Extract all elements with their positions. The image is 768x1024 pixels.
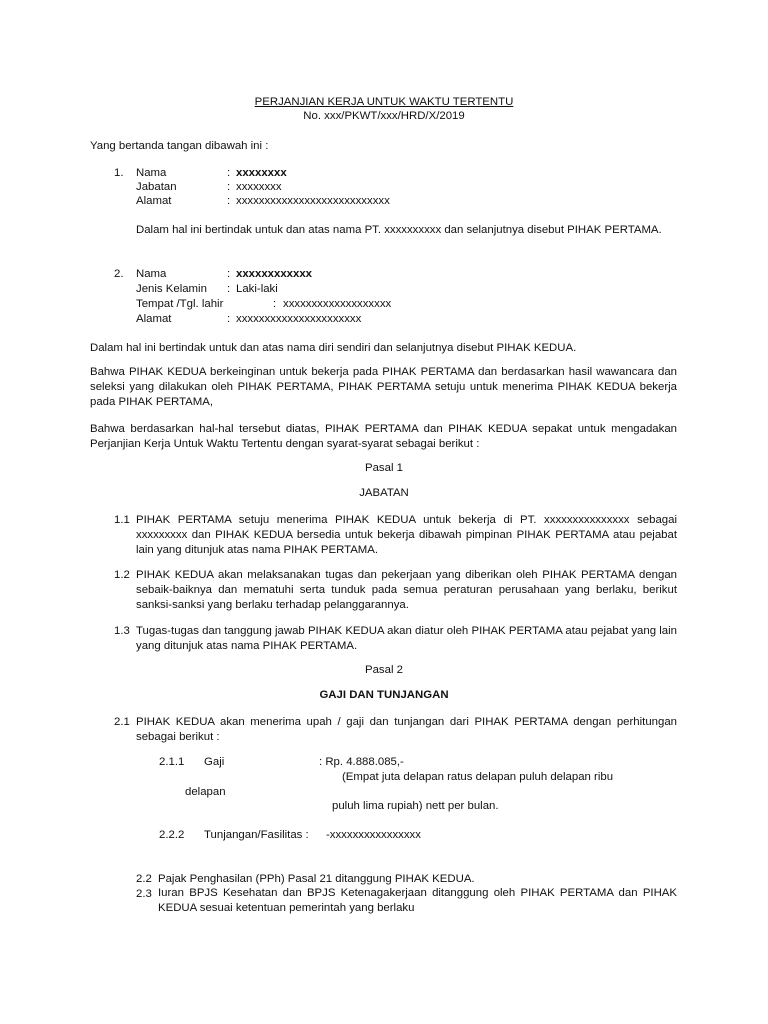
clause-number: 1.1 (114, 514, 130, 526)
document-number: No. xxx/PKWT/xxx/HRD/X/2019 (303, 110, 465, 122)
party2-birth-value: xxxxxxxxxxxxxxxxxxx (283, 298, 392, 310)
pasal1-heading: Pasal 1 (365, 462, 403, 474)
party2-number: 2. (114, 268, 124, 280)
tunjangan-label: Tunjangan/Fasilitas : (204, 829, 309, 841)
clause-2-2: Pajak Penghasilan (PPh) Pasal 21 ditanggung PIHAK KEDUA. (158, 873, 475, 885)
party1-alamat-value: xxxxxxxxxxxxxxxxxxxxxxxxxxx (236, 195, 390, 207)
clause-1-2: PIHAK KEDUA akan melaksanakan tugas dan pekerjaan yang diberikan oleh PIHAK PERTAMA dengan sebaik-baiknya dan mematuhi serta tunduk pada semua peraturan perusahaan yang berlaku, berikut sanksi-sanksi yang berlaku terhadap pelanggarannya. (136, 569, 677, 611)
party2-gender-label: Jenis Kelamin (136, 283, 207, 295)
clause-1-3: Tugas-tugas dan tanggung jawab PIHAK KEDUA akan diatur oleh PIHAK PERTAMA atau pejabat yang lain yang ditunjuk atas nama PIHAK PERTAMA. (136, 625, 677, 652)
clause-1-1: PIHAK PERTAMA setuju menerima PIHAK KEDUA untuk bekerja di PT. xxxxxxxxxxxxxxx sebagai xxxxxxxxx dan PIHAK KEDUA bersedia untuk bekerja dibawah pimpinan PIHAK PERTAMA atau pejabat lain yang ditunjuk atas nama PIHAK PERTAMA. (136, 514, 677, 556)
party1-alamat-label: Alamat (136, 195, 172, 207)
party2-gender-value: Laki-laki (236, 283, 278, 295)
para-bahwa-2: Bahwa berdasarkan hal-hal tersebut diatas, PIHAK PERTAMA dan PIHAK KEDUA sepakat untuk mengadakan Perjanjian Kerja Untuk Waktu Tertentu dengan syarat-syarat sebagai berikut : (90, 423, 677, 450)
party2-birth-label: Tempat /Tgl. lahir (136, 298, 224, 310)
clause-number: 2.3 (136, 888, 152, 900)
colon: : (227, 195, 231, 207)
clause-number: 1.3 (114, 625, 130, 637)
gaji-number: 2.1.1 (159, 756, 185, 768)
clause-2-1: PIHAK KEDUA akan menerima upah / gaji dan tunjangan dari PIHAK PERTAMA dengan perhitungan sebagai berikut : (136, 716, 677, 743)
party1-number: 1. (114, 167, 124, 179)
gaji-words-line1: (Empat juta delapan ratus delapan puluh delapan ribu (342, 771, 614, 783)
party2-alamat-label: Alamat (136, 313, 172, 325)
clause-number: 2.1 (114, 716, 130, 728)
colon: : (227, 313, 231, 325)
party1-jabatan-label: Jabatan (136, 181, 177, 193)
party2-name-label: Nama (136, 268, 167, 280)
clause-number: 1.2 (114, 569, 130, 581)
document-title: PERJANJIAN KERJA UNTUK WAKTU TERTENTU (254, 96, 514, 108)
tunjangan-number: 2.2.2 (159, 829, 185, 841)
colon: : (227, 283, 231, 295)
gaji-words-line2: delapan (185, 786, 226, 798)
party1-statement: Dalam hal ini bertindak untuk dan atas nama PT. xxxxxxxxxx dan selanjutnya disebut PIHAK PERTAMA. (136, 224, 662, 236)
clause-2-3: Iuran BPJS Kesehatan dan BPJS Ketenagakerjaan ditanggung oleh PIHAK PERTAMA dan PIHAK KEDUA sesuai ketentuan pemerintah yang berlaku (158, 887, 677, 914)
pasal2-heading: Pasal 2 (365, 664, 403, 676)
party2-alamat-value: xxxxxxxxxxxxxxxxxxxxxx (236, 313, 362, 325)
para-bahwa-1: Bahwa PIHAK KEDUA berkeinginan untuk bekerja pada PIHAK PERTAMA dan berdasarkan hasil wawancara dan seleksi yang dilakukan oleh PIHAK PERTAMA, PIHAK PERTAMA setuju untuk menerima PIHAK KEDUA bekerja pada PIHAK PERTAMA, (90, 366, 677, 408)
para-pihak-kedua: Dalam hal ini bertindak untuk dan atas nama diri sendiri dan selanjutnya disebut PIHAK KEDUA. (90, 342, 577, 354)
gaji-value: : Rp. 4.888.085,- (319, 756, 404, 768)
tunjangan-value: -xxxxxxxxxxxxxxxx (326, 829, 421, 841)
clause-number: 2.2 (136, 873, 152, 885)
pasal1-subheading: JABATAN (359, 487, 409, 499)
party2-name-value: xxxxxxxxxxxx (236, 268, 313, 280)
pasal2-subheading: GAJI DAN TUNJANGAN (319, 689, 449, 701)
colon: : (227, 167, 231, 179)
gaji-label: Gaji (204, 756, 225, 768)
colon: : (227, 181, 231, 193)
gaji-words-line3: puluh lima rupiah) nett per bulan. (332, 800, 499, 812)
party1-name-label: Nama (136, 167, 167, 179)
intro-text: Yang bertanda tangan dibawah ini : (90, 140, 269, 152)
colon: : (227, 268, 231, 280)
colon: : (273, 298, 277, 310)
party1-name-value: xxxxxxxx (236, 167, 287, 179)
party1-jabatan-value: xxxxxxxx (236, 181, 282, 193)
